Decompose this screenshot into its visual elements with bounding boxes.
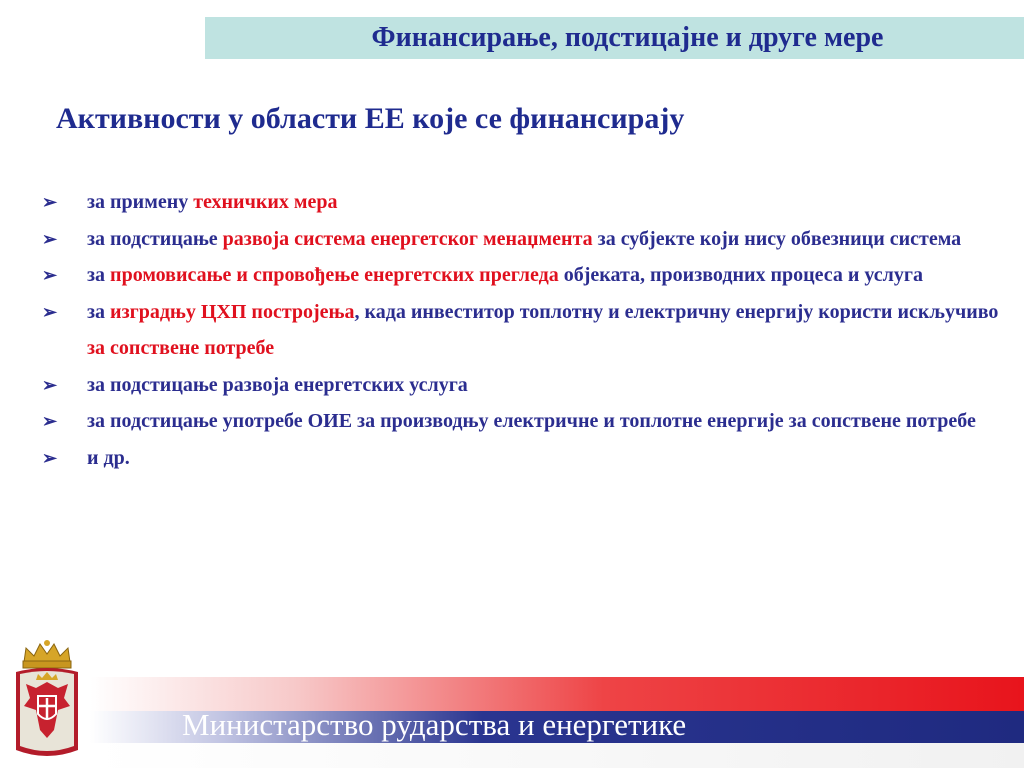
list-item <box>42 257 1002 294</box>
item-text: за подстицање <box>87 227 223 250</box>
item-highlight: изградњу ЦХП постројења <box>110 300 355 323</box>
item-highlight: техничких мера <box>193 191 338 213</box>
item-text: и др. <box>87 446 130 469</box>
arrow-bullet-icon: ➢ <box>42 265 58 285</box>
list-item <box>42 403 1002 440</box>
item-text: за <box>87 300 111 323</box>
list-item <box>42 221 1002 258</box>
ministry-name: Министарство рударства и енергетике <box>182 707 687 742</box>
arrow-bullet-icon: ➢ <box>42 447 58 468</box>
activity-list <box>42 184 1002 476</box>
item-highlight-2: за сопствене потребе <box>87 337 275 359</box>
footer-white-stripe <box>90 743 1024 768</box>
list-item <box>42 440 1002 477</box>
arrow-bullet-icon: ➢ <box>42 374 58 395</box>
list-item <box>42 367 1002 404</box>
item-text: за подстицање употребе ОИЕ за производњу електричне и топлотне енергије за сопствене потребе <box>87 410 976 432</box>
arrow-bullet-icon: ➢ <box>42 228 58 249</box>
page-title: Финансирање, подстицајне и друге мере <box>371 22 884 53</box>
coat-of-arms-icon <box>12 640 82 762</box>
item-highlight: промовисање и спровођење енергетских прегледа <box>110 264 559 286</box>
section-subtitle: Активности у области ЕЕ које се финансирају <box>56 102 685 135</box>
arrow-bullet-icon: ➢ <box>42 192 58 212</box>
list-item <box>42 294 1002 367</box>
item-text: за примену <box>87 191 194 213</box>
list-item <box>42 184 1002 221</box>
item-text-rest: , када инвеститор топлотну и електричну енергију користи искључиво <box>354 300 999 323</box>
arrow-bullet-icon: ➢ <box>42 411 58 431</box>
item-highlight: развоја система енергетског менаџмента <box>222 227 593 250</box>
item-text: за <box>87 264 111 286</box>
item-text: за подстицање развоја енергетских услуга <box>87 373 468 396</box>
arrow-bullet-icon: ➢ <box>42 301 58 322</box>
item-text-rest: објеката, производних процеса и услуга <box>558 264 923 286</box>
item-text-rest: за субјекте који нису обвезници система <box>592 227 962 250</box>
